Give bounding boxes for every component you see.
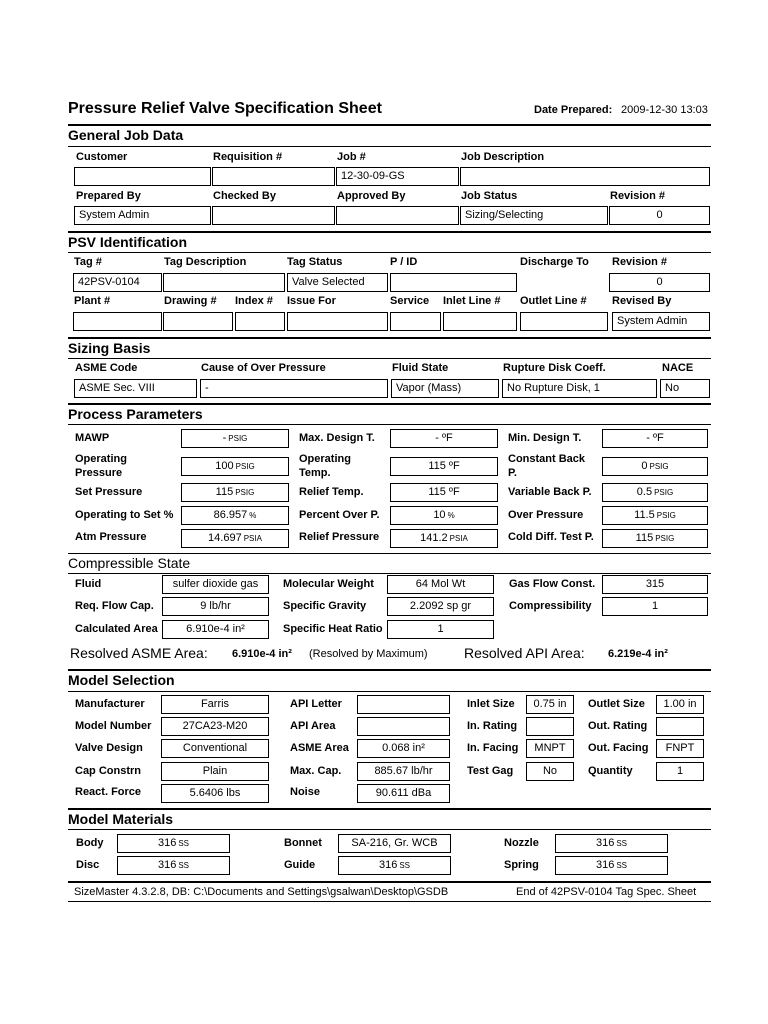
cap-constrn-field[interactable]: Plain [161,762,269,781]
drawing-field[interactable] [163,312,233,331]
cold-diff-field[interactable]: 115 PSIG [602,529,708,548]
job-description-label: Job Description [461,151,545,163]
specific-gravity-label: Specific Gravity [283,600,367,612]
requisition-label: Requisition # [213,151,283,163]
specific-heat-ratio-field[interactable]: 1 [387,620,494,639]
issue-for-field[interactable] [287,312,388,331]
section-sizing-basis: Sizing Basis [68,340,151,356]
noise-field[interactable]: 90.611 dBa [357,784,450,803]
variable-back-field[interactable]: 0.5 PSIG [602,483,708,502]
operating-temp-field[interactable]: 115 ºF [390,457,498,476]
req-flow-field[interactable]: 9 lb/hr [162,597,269,616]
out-rating-label: Out. Rating [588,720,648,732]
divider [68,901,711,902]
disc-field[interactable]: 316 SS [117,856,230,875]
date-prepared-value: 2009-12-30 13:03 [621,104,708,116]
section-psv-identification: PSV Identification [68,234,188,250]
spring-field[interactable]: 316 SS [555,856,668,875]
service-field[interactable] [390,312,441,331]
operating-pressure-label: Operating Pressure [75,453,127,479]
section-model-selection: Model Selection [68,672,175,688]
test-gag-field[interactable]: No [526,762,574,781]
fluid-state-field[interactable]: Vapor (Mass) [391,379,499,398]
divider [68,358,711,359]
out-rating-field[interactable] [656,717,704,736]
job-status-label: Job Status [461,190,518,202]
customer-label: Customer [76,151,128,163]
checked-by-label: Checked By [213,190,276,202]
inlet-size-label: Inlet Size [467,698,515,710]
manufacturer-field[interactable]: Farris [161,695,269,714]
divider [68,403,711,405]
footer-software-info: SizeMaster 4.3.2.8, DB: C:\Documents and Settings\gsalwan\Desktop\GSDB [74,886,449,898]
divider [68,573,711,574]
valve-design-label: Valve Design [75,742,143,754]
quantity-field[interactable]: 1 [656,762,704,781]
revision-field[interactable]: 0 [609,206,710,225]
divider [68,146,711,147]
asme-code-label: ASME Code [75,362,138,374]
nozzle-field[interactable]: 316 SS [555,834,668,853]
in-rating-field[interactable] [526,717,574,736]
relief-pressure-label: Relief Pressure [299,531,380,543]
resolved-api-area-label: Resolved API Area: [464,645,585,661]
approved-by-label: Approved By [337,190,406,202]
max-design-temp-field[interactable]: - ºF [390,429,498,448]
requisition-field[interactable] [212,167,335,186]
in-facing-label: In. Facing [467,742,519,754]
constant-back-label: Constant Back P. [508,453,586,479]
tag-description-label: Tag Description [164,256,247,268]
outlet-line-field[interactable] [520,312,608,331]
divider [68,124,711,126]
in-facing-field[interactable]: MNPT [526,739,574,758]
section-general-job-data: General Job Data [68,127,184,143]
operating-pressure-field[interactable]: 100 PSIG [181,457,289,476]
valve-design-field[interactable]: Conventional [161,739,269,758]
prepared-by-label: Prepared By [76,190,141,202]
divider [68,691,711,692]
specific-gravity-field[interactable]: 2.2092 sp gr [387,597,494,616]
divider [68,669,711,671]
bonnet-field[interactable]: SA-216, Gr. WCB [338,834,451,853]
section-model-materials: Model Materials [68,811,174,827]
out-facing-field[interactable]: FNPT [656,739,704,758]
specific-heat-ratio-label: Specific Heat Ratio [283,623,383,635]
in-rating-label: In. Rating [467,720,518,732]
calculated-area-field[interactable]: 6.910e-4 in² [162,620,269,639]
noise-label: Noise [290,786,320,798]
asme-area-field[interactable]: 0.068 in² [357,739,450,758]
divider [68,808,711,810]
molecular-weight-label: Molecular Weight [283,578,374,590]
customer-field[interactable] [74,167,211,186]
tag-description-field[interactable] [163,273,285,292]
rupture-disk-field[interactable]: No Rupture Disk, 1 [502,379,657,398]
api-area-label: API Area [290,720,336,732]
divider [68,553,711,554]
issue-for-label: Issue For [287,295,336,307]
inlet-line-field[interactable] [443,312,517,331]
min-design-temp-field[interactable]: - ºF [602,429,708,448]
plant-field[interactable] [73,312,162,331]
relief-pressure-field[interactable]: 141.2 PSIA [390,529,498,548]
compressibility-label: Compressibility [509,600,592,612]
max-cap-field[interactable]: 885.67 lb/hr [357,762,450,781]
percent-over-label: Percent Over P. [299,509,380,521]
api-area-field[interactable] [357,717,450,736]
calculated-area-label: Calculated Area [75,623,158,635]
section-process-parameters: Process Parameters [68,406,203,422]
body-field[interactable]: 316 SS [117,834,230,853]
nace-field[interactable]: No [660,379,710,398]
guide-label: Guide [284,859,316,871]
prepared-by-field[interactable]: System Admin [74,206,211,225]
fluid-state-label: Fluid State [392,362,449,374]
psv-revision-field[interactable]: 0 [609,273,710,292]
tag-label: Tag # [74,256,102,268]
out-facing-label: Out. Facing [588,742,649,754]
psv-revision-label: Revision # [612,256,668,268]
cold-diff-label: Cold Diff. Test P. [508,531,594,543]
divider [68,252,711,253]
index-field[interactable] [235,312,285,331]
rupture-disk-label: Rupture Disk Coeff. [503,362,606,374]
service-label: Service [390,295,430,307]
test-gag-label: Test Gag [467,765,514,777]
date-prepared-label: Date Prepared: [534,104,613,116]
outlet-line-label: Outlet Line # [520,295,587,307]
inlet-line-label: Inlet Line # [443,295,501,307]
tag-status-label: Tag Status [287,256,343,268]
divider [68,829,711,830]
gas-flow-const-label: Gas Flow Const. [509,578,596,590]
constant-back-field[interactable]: 0 PSIG [602,457,708,476]
job-status-field[interactable]: Sizing/Selecting [460,206,608,225]
over-pressure-label: Over Pressure [508,509,584,521]
job-field[interactable]: 12-30-09-GS [336,167,459,186]
nozzle-label: Nozzle [504,837,539,849]
model-number-label: Model Number [75,720,152,732]
disc-label: Disc [76,859,100,871]
resolved-asme-area-label: Resolved ASME Area: [70,645,208,661]
approved-by-field[interactable] [336,206,459,225]
footer-end-note: End of 42PSV-0104 Tag Spec. Sheet [516,886,697,898]
cause-field[interactable]: - [200,379,388,398]
api-letter-label: API Letter [290,698,342,710]
cap-constrn-label: Cap Constrn [75,765,141,777]
relief-temp-field[interactable]: 115 ºF [390,483,498,502]
over-pressure-field[interactable]: 11.5 PSIG [602,506,708,525]
index-label: Index # [235,295,273,307]
job-description-field[interactable] [460,167,710,186]
divider [68,337,711,339]
react-force-label: React. Force [75,786,142,798]
operating-to-set-label: Operating to Set % [75,509,174,521]
asme-area-label: ASME Area [290,742,349,754]
mawp-label: MAWP [75,432,110,444]
nace-label: NACE [662,362,694,374]
operating-temp-label: Operating Temp. [299,453,351,479]
manufacturer-label: Manufacturer [75,698,145,710]
divider [68,424,711,425]
variable-back-label: Variable Back P. [508,486,592,498]
atm-pressure-field[interactable]: 14.697 PSIA [181,529,289,548]
resolved-asme-area-value: 6.910e-4 in² [232,648,292,660]
atm-pressure-label: Atm Pressure [75,531,147,543]
job-label: Job # [337,151,366,163]
set-pressure-label: Set Pressure [75,486,143,498]
page-title: Pressure Relief Valve Specification Sheet [68,100,382,117]
tag-status-field[interactable]: Valve Selected [287,273,388,292]
api-letter-field[interactable] [357,695,450,714]
relief-temp-label: Relief Temp. [299,486,364,498]
revised-by-label: Revised By [612,295,672,307]
max-cap-label: Max. Cap. [290,765,342,777]
fluid-label: Fluid [75,578,102,590]
resolved-api-area-value: 6.219e-4 in² [608,648,668,660]
molecular-weight-field[interactable]: 64 Mol Wt [387,575,494,594]
bonnet-label: Bonnet [284,837,322,849]
fluid-field[interactable]: sulfer dioxide gas [162,575,269,594]
req-flow-label: Req. Flow Cap. [75,600,154,612]
checked-by-field[interactable] [212,206,335,225]
max-design-temp-label: Max. Design T. [299,432,375,444]
plant-label: Plant # [74,295,111,307]
divider [68,231,711,233]
section-compressible-state: Compressible State [68,555,191,571]
resolved-by-note: (Resolved by Maximum) [309,648,428,660]
compressibility-field[interactable]: 1 [602,597,708,616]
outlet-size-field[interactable]: 1.00 in [656,695,704,714]
drawing-label: Drawing # [164,295,217,307]
quantity-label: Quantity [588,765,633,777]
pid-field[interactable] [390,273,517,292]
react-force-field[interactable]: 5.6406 lbs [161,784,269,803]
mawp-field[interactable]: - PSIG [181,429,289,448]
discharge-to-label: Discharge To [520,256,589,268]
divider [68,881,711,883]
pid-label: P / ID [390,256,418,268]
cause-label: Cause of Over Pressure [201,362,326,374]
outlet-size-label: Outlet Size [588,698,645,710]
set-pressure-field[interactable]: 115 PSIG [181,483,289,502]
operating-to-set-field[interactable]: 86.957 % [181,506,289,525]
spring-label: Spring [504,859,539,871]
guide-field[interactable]: 316 SS [338,856,451,875]
revision-label: Revision # [610,190,666,202]
inlet-size-field[interactable]: 0.75 in [526,695,574,714]
body-label: Body [76,837,104,849]
model-number-field[interactable]: 27CA23-M20 [161,717,269,736]
percent-over-field[interactable]: 10 % [390,506,498,525]
revised-by-field[interactable]: System Admin [612,312,710,331]
asme-code-field[interactable]: ASME Sec. VIII [74,379,197,398]
tag-field[interactable]: 42PSV-0104 [73,273,162,292]
min-design-temp-label: Min. Design T. [508,432,582,444]
gas-flow-const-field[interactable]: 315 [602,575,708,594]
